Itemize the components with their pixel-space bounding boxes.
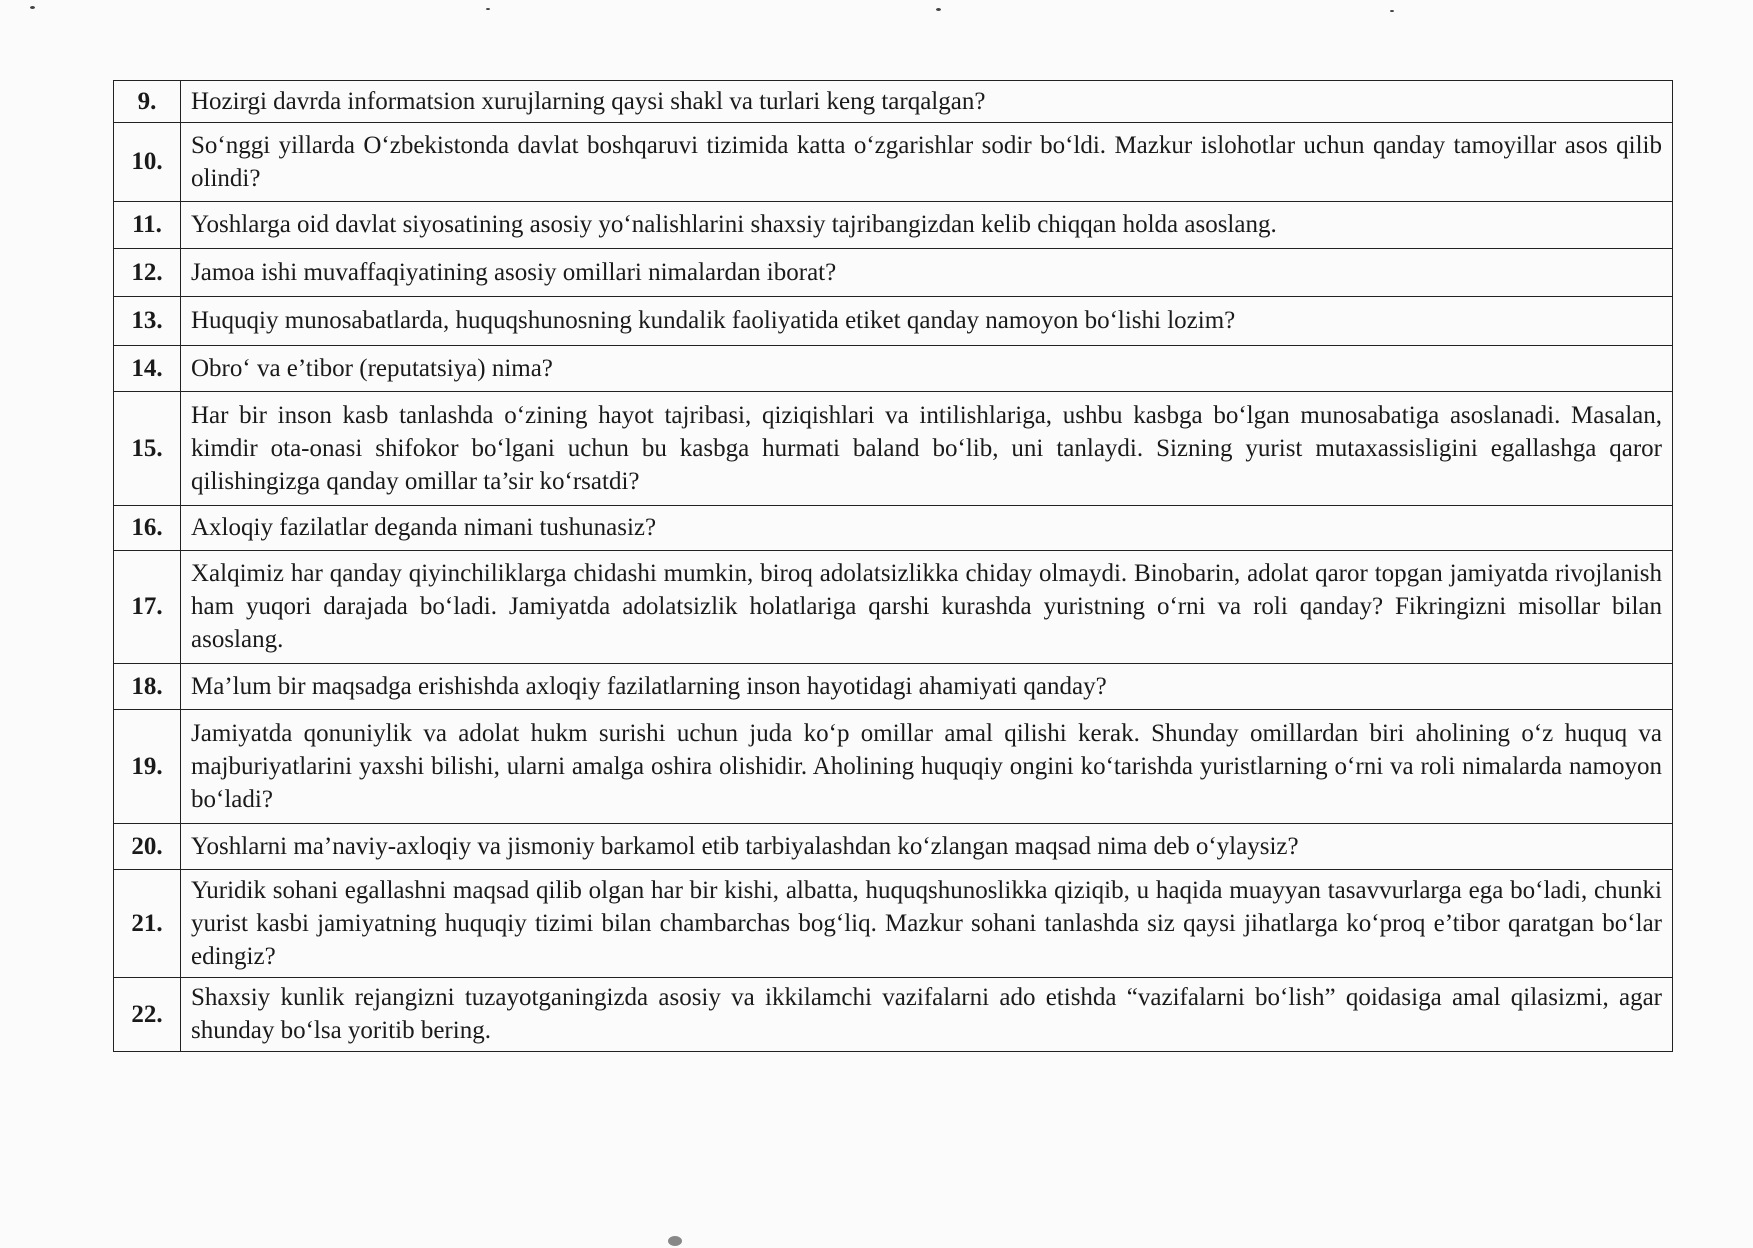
question-text: So‘nggi yillarda O‘zbekistonda davlat boshqaruvi tizimida katta o‘zgarishlar sodir bo‘ldi. Mazkur islohotlar uchun qanday tamoyillar asos qilib olindi? (181, 123, 1673, 202)
table-row (114, 551, 1673, 664)
question-text: Obro‘ va e’tibor (reputatsiya) nima? (181, 346, 1673, 392)
question-number: 19. (114, 710, 181, 824)
table-row (114, 123, 1673, 202)
question-text: Ma’lum bir maqsadga erishishda axloqiy fazilatlarning inson hayotidagi ahamiyati qanday? (181, 664, 1673, 710)
question-number: 22. (114, 978, 181, 1052)
scan-speck (486, 8, 490, 10)
scan-speck (1390, 10, 1394, 12)
question-text: Yoshlarni ma’naviy-axloqiy va jismoniy barkamol etib tarbiyalashdan ko‘zlangan maqsad nima deb o‘ylaysiz? (181, 824, 1673, 870)
question-text: Jamoa ishi muvaffaqiyatining asosiy omillari nimalardan iborat? (181, 249, 1673, 297)
question-number: 13. (114, 297, 181, 346)
question-text: Huquqiy munosabatlarda, huquqshunosning kundalik faoliyatida etiket qanday namoyon bo‘lishi lozim? (181, 297, 1673, 346)
table-row (114, 81, 1673, 123)
questions-table (113, 80, 1673, 1052)
question-number: 15. (114, 392, 181, 506)
question-number: 17. (114, 551, 181, 664)
scan-speck (668, 1236, 682, 1246)
table-row (114, 202, 1673, 249)
question-number: 18. (114, 664, 181, 710)
question-number: 14. (114, 346, 181, 392)
question-text: Jamiyatda qonuniylik va adolat hukm surishi uchun juda ko‘p omillar amal qilishi kerak. Shunday omillardan biri aholining o‘z huquq va majburiyatlarini yaxshi bilishi, ularni amalga oshira olishidir. Aholining huquqiy ongini ko‘tarishda yuristlarning o‘rni va roli nimalarda namoyon bo‘ladi? (181, 710, 1673, 824)
table-row (114, 346, 1673, 392)
scan-speck (30, 6, 35, 9)
question-text: Xalqimiz har qanday qiyinchiliklarga chidashi mumkin, biroq adolatsizlikka chiday olmaydi. Binobarin, adolat qaror topgan jamiyatda rivojlanish ham yuqori darajada bo‘ladi. Jamiyatda adolatsizlik holatlariga qarshi kurashda yuristning o‘rni va roli qanday? Fikringizni misollar bilan asoslang. (181, 551, 1673, 664)
table-row (114, 249, 1673, 297)
table-row (114, 978, 1673, 1052)
question-text: Hozirgi davrda informatsion xurujlarning qaysi shakl va turlari keng tarqalgan? (181, 81, 1673, 123)
question-text: Shaxsiy kunlik rejangizni tuzayotganingizda asosiy va ikkilamchi vazifalarni ado etishda “vazifalarni bo‘lish” qoidasiga amal qilasizmi, agar shunday bo‘lsa yoritib bering. (181, 978, 1673, 1052)
question-text: Axloqiy fazilatlar deganda nimani tushunasiz? (181, 506, 1673, 551)
table-row (114, 870, 1673, 978)
question-number: 20. (114, 824, 181, 870)
table-row (114, 824, 1673, 870)
question-number: 10. (114, 123, 181, 202)
scan-speck (936, 8, 941, 11)
question-number: 21. (114, 870, 181, 978)
question-text: Yoshlarga oid davlat siyosatining asosiy yo‘nalishlarini shaxsiy tajribangizdan kelib chiqqan holda asoslang. (181, 202, 1673, 249)
question-number: 9. (114, 81, 181, 123)
table-row (114, 392, 1673, 506)
table-row (114, 664, 1673, 710)
table-row (114, 506, 1673, 551)
question-number: 16. (114, 506, 181, 551)
table-row (114, 297, 1673, 346)
question-number: 11. (114, 202, 181, 249)
question-number: 12. (114, 249, 181, 297)
question-text: Yuridik sohani egallashni maqsad qilib olgan har bir kishi, albatta, huquqshunoslikka qiziqib, u haqida muayyan tasavvurlarga ega bo‘ladi, chunki yurist kasbi jamiyatning huquqiy tizimi bilan chambarchas bog‘liq. Mazkur sohani tanlashda siz qaysi jihatlarga ko‘proq e’tibor qaratgan bo‘lar edingiz? (181, 870, 1673, 978)
question-text: Har bir inson kasb tanlashda o‘zining hayot tajribasi, qiziqishlari va intilishlariga, ushbu kasbga bo‘lgan munosabatiga asoslanadi. Masalan, kimdir ota-onasi shifokor bo‘lgani uchun bu kasbga hurmati baland bo‘lib, uni tanlaydi. Sizning yurist mutaxassisligini egallashga qaror qilishingizga qanday omillar ta’sir ko‘rsatdi? (181, 392, 1673, 506)
table-row (114, 710, 1673, 824)
